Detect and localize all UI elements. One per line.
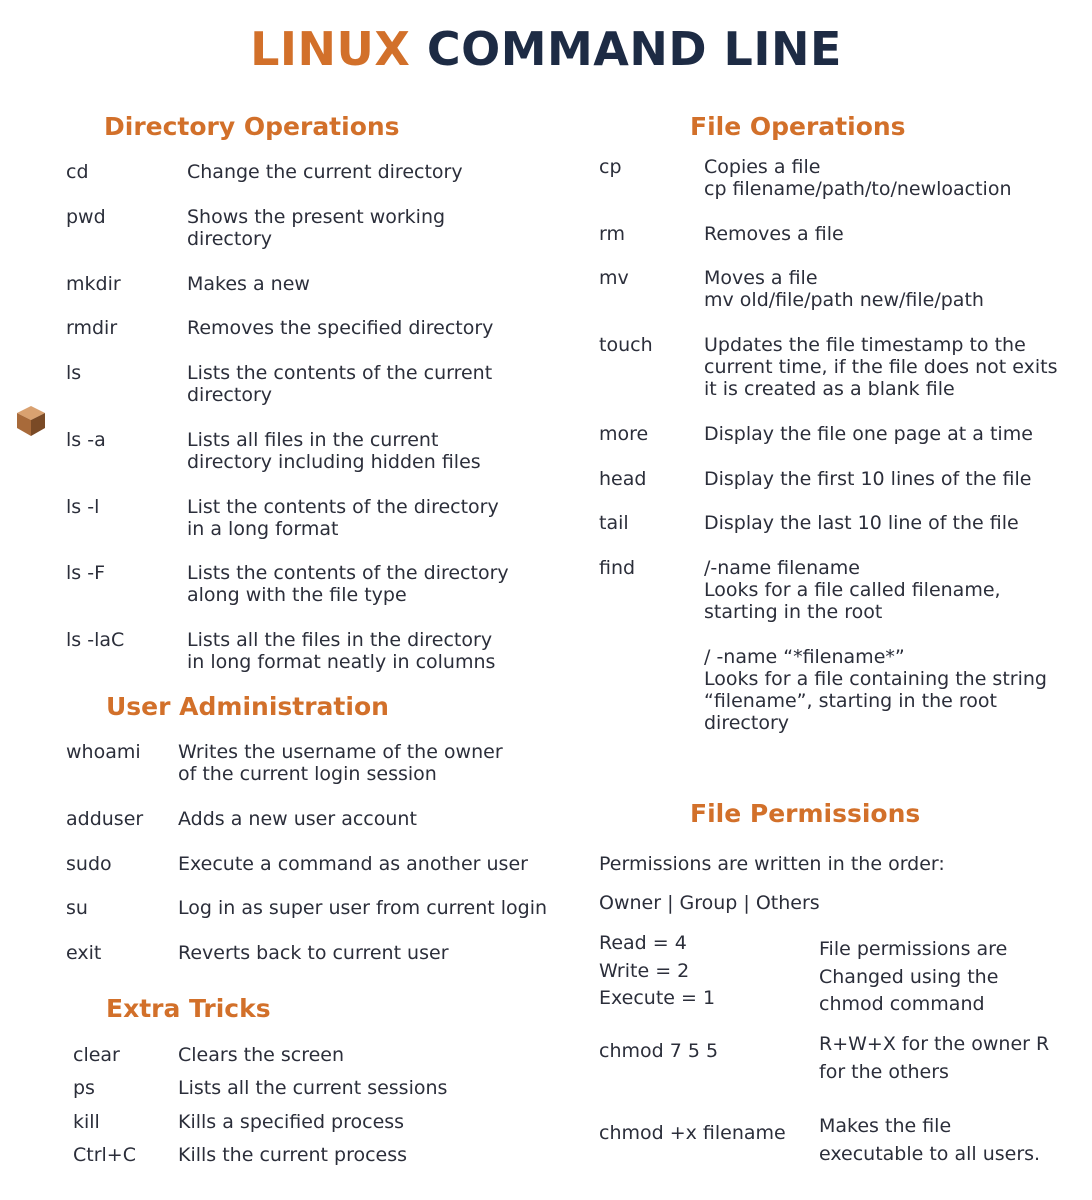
dir-cmd-ls-l: ls -l [66, 496, 100, 518]
cube-logo-icon [14, 404, 48, 438]
file-cmd-cp: cp [599, 156, 622, 178]
dir-desc-mkdir: Makes a new [187, 273, 310, 295]
user-cmd-exit: exit [66, 942, 102, 964]
permissions-values: Read = 4 Write = 2 Execute = 1 [599, 932, 716, 1009]
page-title [0, 22, 1092, 76]
extra-cmd-ps: ps [73, 1077, 95, 1099]
file-permissions-heading: File Permissions [690, 799, 921, 828]
file-cmd-rm: rm [599, 223, 625, 245]
user-desc-sudo: Execute a command as another user [178, 853, 528, 875]
title-linux: LINUX [250, 22, 411, 76]
file-operations-heading: File Operations [690, 112, 906, 141]
title-command-line: COMMAND LINE [426, 22, 842, 76]
dir-desc-ls-laC: Lists all the files in the directory in long format neatly in columns [187, 629, 496, 673]
permissions-order-line: Permissions are written in the order: [599, 853, 945, 875]
permissions-example2-cmd: chmod +x filename [599, 1122, 786, 1144]
dir-desc-ls: Lists the contents of the current directory [187, 362, 493, 406]
dir-cmd-cd: cd [66, 161, 89, 183]
file-desc-rm: Removes a file [704, 223, 844, 245]
user-desc-adduser: Adds a new user account [178, 808, 417, 830]
dir-desc-ls-l: List the contents of the directory in a long format [187, 496, 499, 540]
dir-desc-rmdir: Removes the specified directory [187, 317, 494, 339]
directory-operations-heading: Directory Operations [104, 112, 400, 141]
extra-tricks-heading: Extra Tricks [106, 994, 271, 1023]
file-cmd-more: more [599, 423, 649, 445]
file-desc-cp: Copies a file cp filename/path/to/newloaction [704, 156, 1012, 200]
user-desc-su: Log in as super user from current login [178, 897, 548, 919]
extra-desc-ps: Lists all the current sessions [178, 1077, 448, 1099]
dir-cmd-ls-laC: ls -laC [66, 629, 125, 651]
dir-desc-ls-F: Lists the contents of the directory along with the file type [187, 562, 509, 606]
file-desc-head: Display the first 10 lines of the file [704, 468, 1032, 490]
file-cmd-tail: tail [599, 512, 629, 534]
dir-desc-pwd: Shows the present working directory [187, 206, 446, 250]
user-desc-whoami: Writes the username of the owner of the current login session [178, 741, 503, 785]
permissions-example1-cmd: chmod 7 5 5 [599, 1040, 719, 1062]
dir-cmd-mkdir: mkdir [66, 273, 121, 295]
dir-cmd-ls-a: ls -a [66, 429, 106, 451]
extra-cmd-clear: clear [73, 1044, 120, 1066]
file-desc-touch: Updates the file timestamp to the current time, if the file does not exits it is created as a blank file [704, 334, 1058, 400]
file-cmd-touch: touch [599, 334, 653, 356]
extra-cmd-ctrl-c: Ctrl+C [73, 1144, 136, 1166]
file-cmd-find: find [599, 557, 636, 579]
extra-desc-clear: Clears the screen [178, 1044, 345, 1066]
file-desc-find: /-name filename Looks for a file called filename, starting in the root [704, 557, 1001, 623]
extra-cmd-kill: kill [73, 1111, 100, 1133]
user-cmd-sudo: sudo [66, 853, 112, 875]
extra-desc-ctrl-c: Kills the current process [178, 1144, 408, 1166]
file-desc-find-extra: / -name “*filename*” Looks for a file containing the string “filename”, starting in the root directory [704, 646, 1047, 734]
file-desc-tail: Display the last 10 line of the file [704, 512, 1019, 534]
user-cmd-su: su [66, 897, 88, 919]
permissions-example1-desc: R+W+X for the owner R for the others [819, 1033, 1050, 1083]
dir-desc-ls-a: Lists all files in the current directory including hidden files [187, 429, 481, 473]
file-desc-more: Display the file one page at a time [704, 423, 1033, 445]
extra-desc-kill: Kills a specified process [178, 1111, 405, 1133]
permissions-groups-line: Owner | Group | Others [599, 892, 820, 914]
user-administration-heading: User Administration [106, 692, 389, 721]
file-cmd-head: head [599, 468, 647, 490]
dir-cmd-ls-F: ls -F [66, 562, 106, 584]
user-cmd-whoami: whoami [66, 741, 141, 763]
file-desc-mv: Moves a file mv old/file/path new/file/path [704, 267, 984, 311]
user-cmd-adduser: adduser [66, 808, 144, 830]
dir-cmd-rmdir: rmdir [66, 317, 118, 339]
file-cmd-mv: mv [599, 267, 629, 289]
dir-cmd-pwd: pwd [66, 206, 106, 228]
dir-cmd-ls: ls [66, 362, 82, 384]
dir-desc-cd: Change the current directory [187, 161, 463, 183]
permissions-example2-desc: Makes the file executable to all users. [819, 1115, 1041, 1165]
user-desc-exit: Reverts back to current user [178, 942, 449, 964]
permissions-values-note: File permissions are Changed using the chmod command [819, 938, 1008, 1015]
